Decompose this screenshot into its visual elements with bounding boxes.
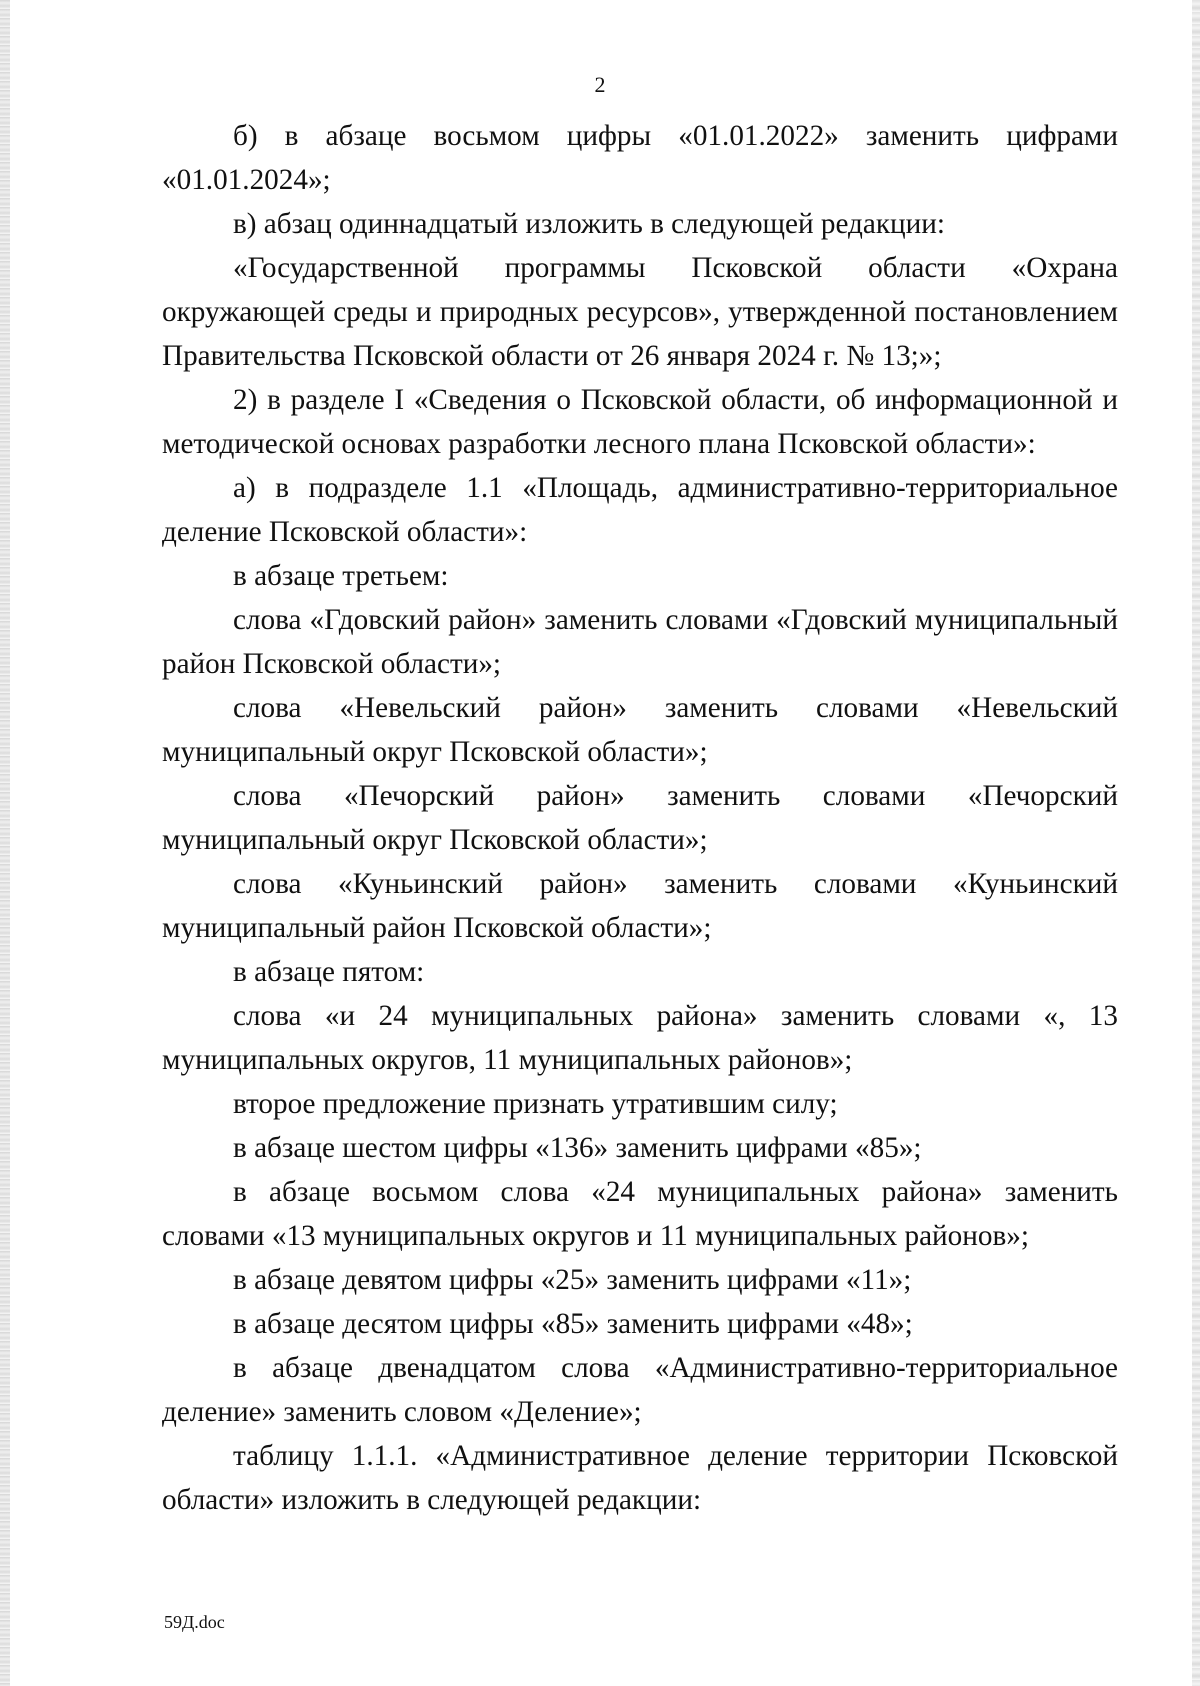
paragraph-tenth-abzac: в абзаце десятом цифры «85» заменить цифрами «48»; <box>233 1308 913 1340</box>
paragraph-table-1-1-1: таблицу 1.1.1. «Административное деление территории Псковской области» изложить в следующей редакции: <box>162 1440 1118 1516</box>
paragraph-subsection-1-1: а) в подразделе 1.1 «Площадь, административно-территориальное деление Псковской области»: <box>162 472 1118 548</box>
paragraph-state-program: «Государственной программы Псковской области «Охрана окружающей среды и природных ресурсов», утвержденной постановлением Правительства Псковской области от 26 января 2024 г. № 13;»; <box>162 252 1118 372</box>
paragraph-nevelsky: слова «Невельский район» заменить словами «Невельский муниципальный округ Псковской области»; <box>162 692 1118 768</box>
paragraph-24-districts: слова «и 24 муниципальных района» заменить словами «, 13 муниципальных округов, 11 муниципальных районов»; <box>162 1000 1118 1076</box>
paragraph-third-abzac: в абзаце третьем: <box>233 560 449 592</box>
paragraph-kuninsky: слова «Куньинский район» заменить словами «Куньинский муниципальный район Псковской области»; <box>162 868 1118 944</box>
paragraph-section-1: 2) в разделе I «Сведения о Псковской области, об информационной и методической основах разработки лесного плана Псковской области»: <box>162 384 1118 460</box>
paragraph-ninth-abzac: в абзаце девятом цифры «25» заменить цифрами «11»; <box>233 1264 912 1296</box>
page-number: 2 <box>594 72 606 97</box>
paragraph-amend-8: б) в абзаце восьмом цифры «01.01.2022» заменить цифрами «01.01.2024»; <box>162 120 1118 196</box>
paragraph-fifth-abzac: в абзаце пятом: <box>233 956 425 988</box>
paragraph-second-sentence: второе предложение признать утратившим силу; <box>233 1088 838 1120</box>
paragraph-twelfth-abzac: в абзаце двенадцатом слова «Административно-территориальное деление» заменить словом «Деление»; <box>162 1352 1118 1428</box>
footer-file-code: 59Д.doc <box>164 1612 225 1632</box>
document-body <box>162 114 1118 1522</box>
paragraph-sixth-abzac: в абзаце шестом цифры «136» заменить цифрами «85»; <box>233 1132 922 1164</box>
scan-edge-right <box>1192 0 1200 1686</box>
paragraph-pechorsky: слова «Печорский район» заменить словами «Печорский муниципальный округ Псковской области»; <box>162 780 1118 856</box>
scan-edge-left <box>0 0 10 1686</box>
paragraph-gdovsky: слова «Гдовский район» заменить словами «Гдовский муниципальный район Псковской области»; <box>162 604 1118 680</box>
paragraph-amend-11: в) абзац одиннадцатый изложить в следующей редакции: <box>233 208 945 240</box>
paragraph-eighth-abzac: в абзаце восьмом слова «24 муниципальных района» заменить словами «13 муниципальных округов и 11 муниципальных районов»; <box>162 1176 1118 1252</box>
